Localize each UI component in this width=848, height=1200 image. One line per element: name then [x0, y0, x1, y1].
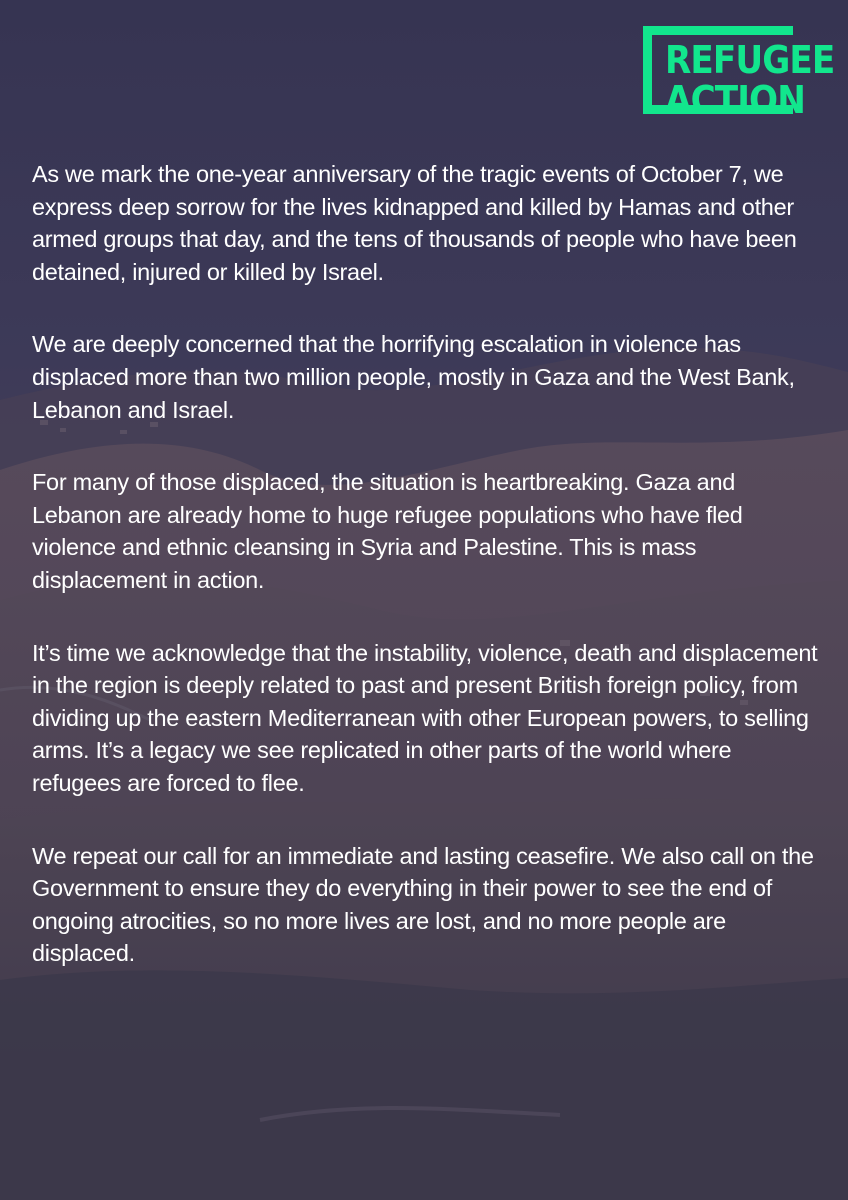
statement-paragraph: As we mark the one-year anniversary of the tragic events of October 7, we express deep sorrow for the lives kidnapped and killed by Hamas and other armed groups that day, and the tens of thousands of people who have been detained, injured or killed by Israel.	[32, 161, 797, 285]
refugee-action-logo	[643, 26, 835, 122]
statement-paragraph: It’s time we acknowledge that the instability, violence, death and displacement in the region is deeply related to past and present British foreign policy, from dividing up the eastern Mediterranean with other European powers, to selling arms. It’s a legacy we see replicated in other parts of the world where refugees are forced to flee.	[32, 639, 818, 796]
logo-text-line-1: REFUGEE	[665, 38, 835, 82]
statement-paragraph: We are deeply concerned that the horrifying escalation in violence has displaced more than two million people, mostly in Gaza and the West Bank, Lebanon and Israel.	[32, 331, 795, 423]
logo-text-line-2: ACTION	[665, 78, 805, 122]
statement-paragraph: For many of those displaced, the situation is heartbreaking. Gaza and Lebanon are already home to huge refugee populations who have fled violence and ethnic cleansing in Syria and Palestine. This is mass displacement in action.	[32, 469, 743, 593]
statement-body	[32, 158, 824, 1010]
statement-paragraph: We repeat our call for an immediate and lasting ceasefire. We also call on the Government to ensure they do everything in their power to see the end of ongoing atrocities, so no more lives are lost, and no more people are displaced.	[32, 842, 814, 967]
